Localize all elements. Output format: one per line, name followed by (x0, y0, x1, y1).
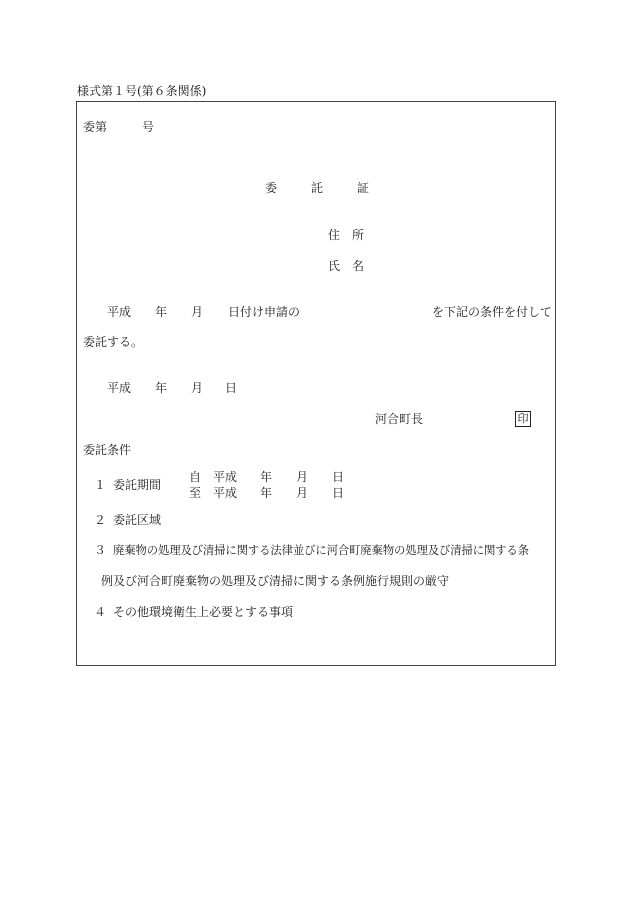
condition-2-num: ２ (94, 513, 107, 527)
period-to-era: 平成 (213, 486, 238, 500)
period-from-mark: 自 (189, 470, 202, 484)
condition-3-num: ３ (94, 543, 107, 557)
condition-3-line1: 廃棄物の処理及び清掃に関する法律並びに河合町廃棄物の処理及び清掃に関する条 (113, 543, 529, 557)
period-from-day: 日 (332, 470, 345, 484)
conditions-title: 委託条件 (83, 443, 132, 457)
seal-mark: 印 (515, 411, 531, 427)
period-from-era: 平成 (213, 470, 238, 484)
period-from-month: 月 (296, 470, 309, 484)
number-suffix: 号 (142, 120, 155, 134)
body-era: 平成 (107, 305, 132, 319)
condition-4-label: その他環境衛生上必要とする事項 (113, 605, 294, 619)
body-month: 月 (191, 305, 204, 319)
body-year: 年 (155, 305, 168, 319)
period-to-mark: 至 (189, 486, 202, 500)
title-char-1: 委 (265, 181, 278, 195)
issue-day: 日 (225, 381, 238, 395)
condition-3-line2: 例及び河合町廃棄物の処理及び清掃に関する条例施行規則の厳守 (101, 574, 450, 588)
issue-month: 月 (191, 381, 204, 395)
body-line2: 委託する。 (83, 335, 144, 349)
condition-2-label: 委託区域 (113, 513, 162, 527)
form-label: 様式第１号(第６条関係) (77, 84, 207, 98)
period-to-month: 月 (296, 486, 309, 500)
condition-1-label: 委託期間 (113, 478, 162, 492)
body-conditions-text: を下記の条件を付して (432, 305, 553, 319)
issue-era: 平成 (107, 381, 132, 395)
title-char-3: 証 (357, 181, 370, 195)
name-label: 氏 名 (328, 259, 365, 273)
number-prefix: 委第 (83, 120, 108, 134)
signer: 河合町長 (375, 412, 424, 426)
address-label: 住 所 (328, 228, 365, 242)
body-date-applied: 日付け申請の (228, 305, 301, 319)
issue-year: 年 (155, 381, 168, 395)
condition-1-num: １ (94, 478, 107, 492)
title-char-2: 託 (311, 181, 324, 195)
period-to-day: 日 (332, 486, 345, 500)
condition-4-num: ４ (94, 605, 107, 619)
period-to-year: 年 (260, 486, 273, 500)
period-from-year: 年 (260, 470, 273, 484)
